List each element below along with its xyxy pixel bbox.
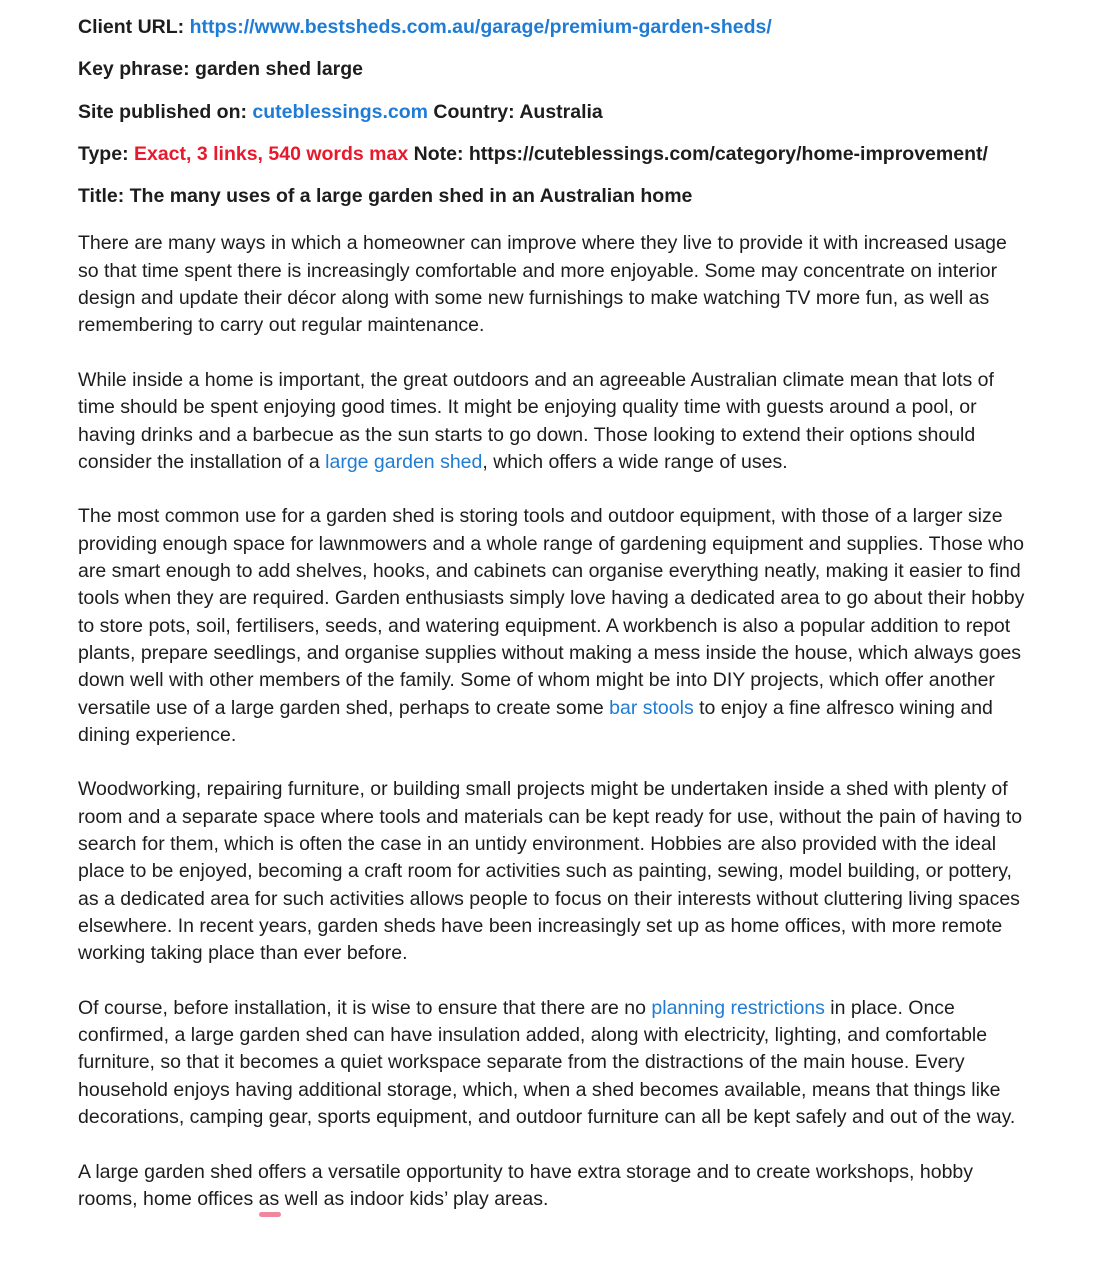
site-published-link[interactable]: cuteblessings.com — [252, 100, 428, 123]
bar-stools-link[interactable]: bar stools — [609, 696, 694, 719]
note-text: Note: https://cuteblessings.com/category/home-improvement/ — [408, 142, 988, 165]
type-label: Type: — [78, 142, 134, 165]
paragraph-planning-text-after: in place. Once confirmed, a large garden shed can have insulation added, along with electricity, lighting, and comfortable furniture, so that it becomes a quiet workspace separate from the distractions of the main house. Every household enjoys having additional storage, which, when a shed becomes available, means that things like decorations, camping gear, sports equipment, and outdoor furniture can all be kept safely and out of the way. — [78, 996, 1016, 1128]
paragraph-planning — [78, 995, 1032, 1131]
paragraph-conclusion-text-after: well as indoor kids’ play areas. — [279, 1187, 549, 1210]
paragraph-outdoors-text-after: , which offers a wide range of uses. — [482, 450, 788, 473]
paragraph-outdoors-text: While inside a home is important, the great outdoors and an agreeable Australian climate mean that lots of time should be spent enjoying good times. It might be enjoying quality time with guests around a pool, or having drinks and a barbecue as the sun starts to go down. Those looking to extend their options should consider the installation of a — [78, 368, 994, 473]
paragraph-conclusion — [78, 1159, 1032, 1214]
paragraph-planning-text: Of course, before installation, it is wise to ensure that there are no — [78, 996, 652, 1019]
client-url-label: Client URL: — [78, 16, 190, 38]
paragraph-storage-text-after: to enjoy a fine alfresco wining and dining experience. — [78, 696, 993, 746]
article-title-line: Title: The many uses of a large garden shed in an Australian home — [78, 185, 693, 208]
paragraph-conclusion-text: A large garden shed offers a versatile opportunity to have extra storage and to create workshops, hobby rooms, home offices — [78, 1160, 974, 1210]
site-published-line — [78, 99, 1032, 126]
country-text: Country: Australia — [427, 100, 603, 123]
paragraph-storage-text: The most common use for a garden shed is storing tools and outdoor equipment, with those of a larger size providing enough space for lawnmowers and a whole range of gardening equipment and supplies. Those who are smart enough to add shelves, hooks, and cabinets can organise everything neatly, making it easier to find tools when they are required. Garden enthusiasts simply love having a dedicated area to go about their hobby to store pots, soil, fertilisers, seeds, and watering equipment. A workbench is also a popular addition to repot plants, prepare seedlings, and organise supplies without making a mess inside the house, which always goes down well with other members of the family. Some of whom might be into DIY projects, which offer another versatile use of a large garden shed, perhaps to create some — [78, 505, 1025, 719]
planning-restrictions-link[interactable]: planning restrictions — [651, 996, 825, 1019]
large-garden-shed-link[interactable]: large garden shed — [325, 450, 483, 473]
grammar-flagged-word: as — [258, 1187, 280, 1210]
paragraph-storage-uses — [78, 503, 1032, 749]
type-value: Exact, 3 links, 540 words max — [133, 142, 409, 165]
client-url-link[interactable]: https://www.bestsheds.com.au/garage/premium-garden-sheds/ — [189, 16, 772, 38]
client-url-line — [78, 14, 1032, 41]
site-published-label: Site published on: — [78, 100, 253, 123]
paragraph-intro: There are many ways in which a homeowner can improve where they live to provide it with increased usage so that time spent there is increasingly comfortable and more enjoyable. Some may concentrate on interior design and update their décor along with some new furnishings to make watching TV more fun, as well as remembering to carry out regular maintenance. — [78, 232, 1007, 337]
key-phrase-line: Key phrase: garden shed large — [78, 58, 364, 81]
paragraph-outdoors — [78, 367, 1032, 476]
type-note-line — [78, 141, 1032, 168]
paragraph-woodworking: Woodworking, repairing furniture, or building small projects might be undertaken inside a shed with plenty of room and a separate space where tools and materials can be kept ready for use, without the pain of having to search for them, which is often the case in an untidy environment. Hobbies are also provided with the ideal place to be enjoyed, becoming a craft room for activities such as painting, sewing, model building, or pottery, as a dedicated area for such activities allows people to focus on their interests without cluttering living spaces elsewhere. In recent years, garden sheds have been increasingly set up as home offices, with more remote working taking place than ever before. — [78, 778, 1023, 965]
